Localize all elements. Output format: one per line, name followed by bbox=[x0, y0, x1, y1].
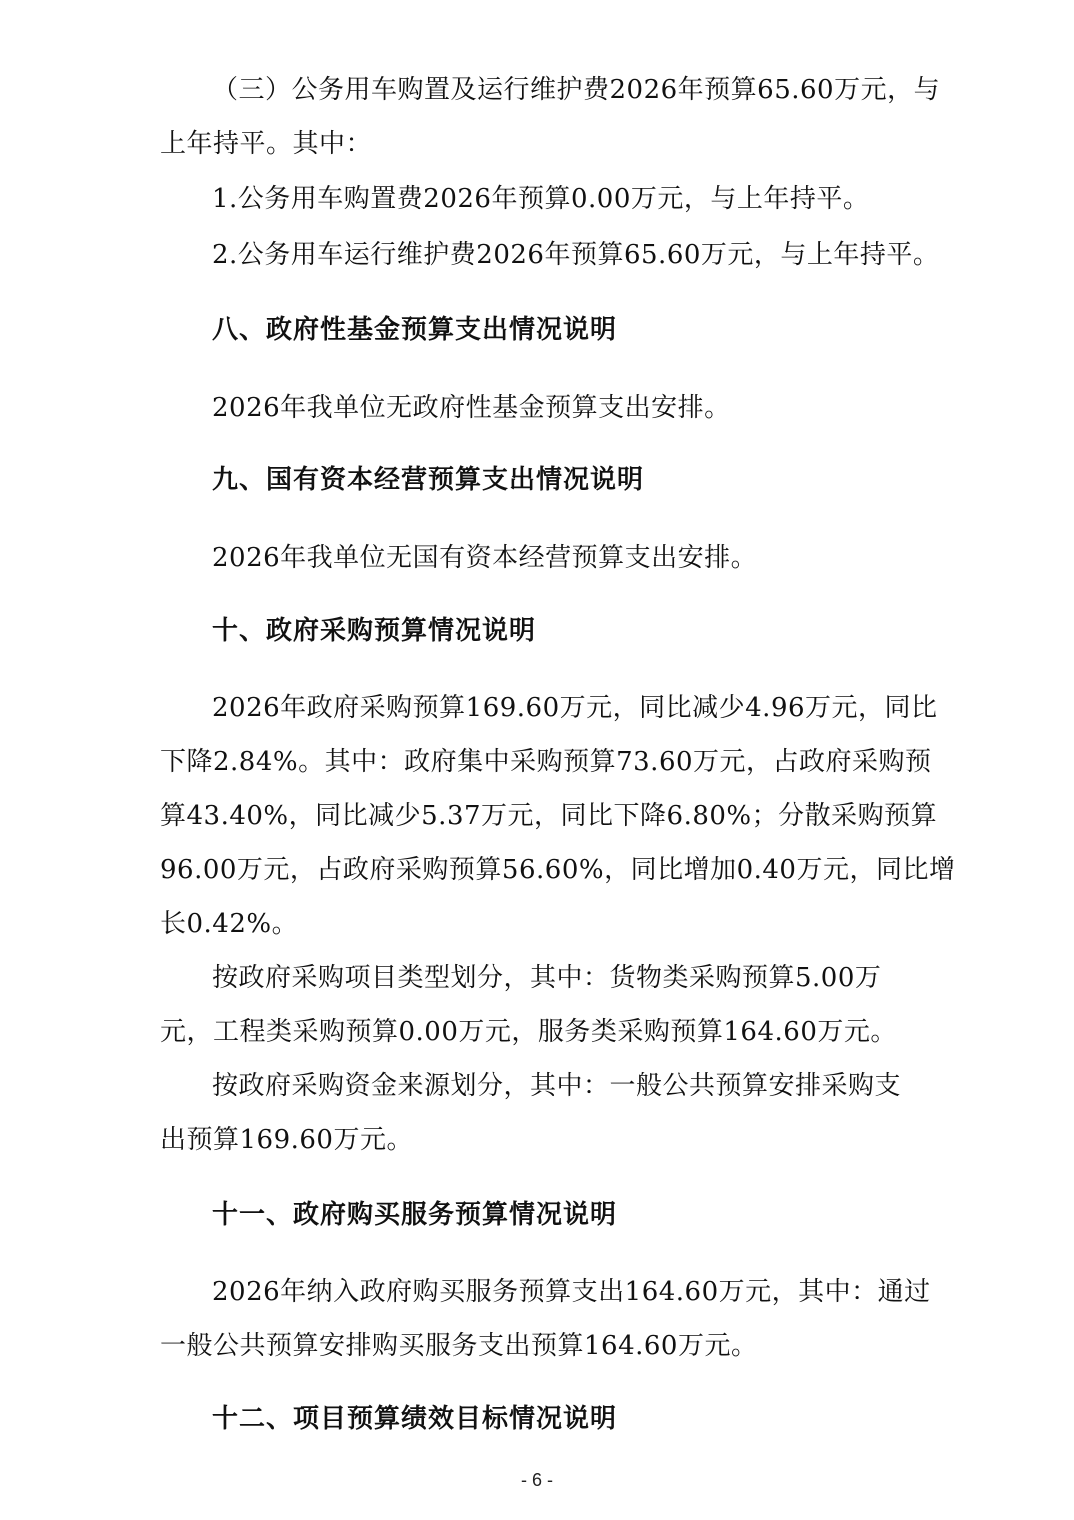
section-heading-11: 十一、政府购买服务预算情况说明 bbox=[212, 1200, 618, 1230]
service-purchase-paragraph bbox=[160, 1265, 931, 1373]
procurement-type-paragraph bbox=[160, 951, 928, 1059]
paragraph-line: 2026年政府采购预算169.60万元，同比减少4.96万元，同比 bbox=[212, 693, 938, 723]
government-fund-paragraph bbox=[160, 381, 928, 435]
paragraph-line: 96.00万元，占政府采购预算56.60%，同比增加0.40万元，同比增 bbox=[160, 855, 956, 885]
paragraph-line: 算43.40%，同比减少5.37万元，同比下降6.80%；分散采购预算 bbox=[160, 801, 938, 831]
paragraph-line: 按政府采购项目类型划分，其中：货物类采购预算5.00万 bbox=[212, 963, 882, 993]
paragraph-line: 2026年我单位无政府性基金预算支出安排。 bbox=[212, 393, 731, 423]
paragraph-line: 1.公务用车购置费2026年预算0.00万元，与上年持平。 bbox=[212, 184, 870, 214]
paragraph-line: 出预算169.60万元。 bbox=[160, 1125, 413, 1155]
vehicle-purchase-item bbox=[160, 172, 928, 226]
paragraph-line: （三）公务用车购置及运行维护费2026年预算65.60万元，与 bbox=[212, 75, 941, 105]
vehicle-expense-paragraph bbox=[160, 63, 941, 171]
section-heading-8: 八、政府性基金预算支出情况说明 bbox=[212, 315, 618, 345]
procurement-summary-paragraph bbox=[160, 681, 956, 951]
paragraph-line: 下降2.84%。其中：政府集中采购预算73.60万元，占政府采购预 bbox=[160, 747, 932, 777]
paragraph-line: 2026年我单位无国有资本经营预算支出安排。 bbox=[212, 543, 758, 573]
vehicle-maintenance-item bbox=[160, 228, 940, 282]
section-heading-12: 十二、项目预算绩效目标情况说明 bbox=[212, 1404, 618, 1434]
paragraph-line: 2026年纳入政府购买服务预算支出164.60万元，其中：通过 bbox=[212, 1277, 931, 1307]
paragraph-line: 按政府采购资金来源划分，其中：一般公共预算安排采购支 bbox=[212, 1071, 902, 1101]
procurement-source-paragraph bbox=[160, 1059, 928, 1167]
state-capital-paragraph bbox=[160, 531, 928, 585]
paragraph-line: 2.公务用车运行维护费2026年预算65.60万元，与上年持平。 bbox=[212, 240, 940, 270]
paragraph-line: 元，工程类采购预算0.00万元，服务类采购预算164.60万元。 bbox=[160, 1017, 897, 1047]
section-heading-9: 九、国有资本经营预算支出情况说明 bbox=[212, 465, 645, 495]
paragraph-line: 长0.42%。 bbox=[160, 909, 299, 939]
page-number: - 6 - bbox=[520, 1470, 553, 1490]
section-heading-10: 十、政府采购预算情况说明 bbox=[212, 616, 537, 646]
paragraph-line: 上年持平。其中： bbox=[160, 129, 373, 159]
paragraph-line: 一般公共预算安排购买服务支出预算164.60万元。 bbox=[160, 1331, 758, 1361]
